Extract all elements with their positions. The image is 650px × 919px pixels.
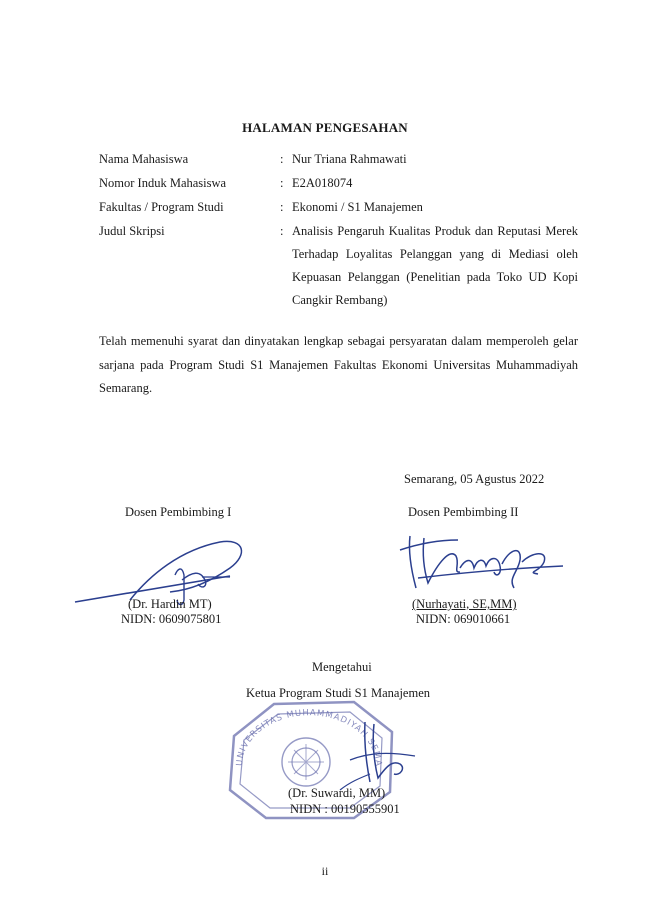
field-colon-nim: : [280, 176, 284, 190]
approval-heading: Mengetahui [312, 660, 372, 674]
field-value-nama: Nur Triana Rahmawati [292, 152, 407, 166]
page-number: ii [321, 864, 329, 878]
advisor2-nidn: NIDN: 069010661 [416, 612, 511, 626]
svg-text:UNIVERSITAS MUHAMMADIYAH SEMAR: UNIVERSITAS MUHAMMADIYAH SEMARANG [210, 689, 384, 768]
field-colon-judul: : [280, 224, 284, 238]
field-value-judul: Analisis Pengaruh Kualitas Produk dan Reputasi Merek Terhadap Loyalitas Pelanggan yang di Mediasi oleh Kepuasan Pelanggan (Penelitian pada Toko UD Kopi Cangkir Rembang) [292, 224, 578, 307]
statement-paragraph: Telah memenuhi syarat dan dinyatakan lengkap sebagai persyaratan dalam memperoleh gelar sarjana pada Program Studi S1 Manajemen Fakultas Ekonomi Universitas Muhammadiyah Semarang. [99, 334, 578, 395]
field-value-nim: E2A018074 [292, 176, 353, 190]
advisor2-signature [398, 528, 568, 598]
advisor2-role: Dosen Pembimbing II [408, 505, 519, 519]
field-label-nama: Nama Mahasiswa [99, 152, 189, 166]
field-value-fakultas: Ekonomi / S1 Manajemen [292, 200, 423, 214]
field-colon-fakultas: : [280, 200, 284, 214]
field-label-judul: Judul Skripsi [99, 224, 165, 238]
advisor1-role: Dosen Pembimbing I [125, 505, 232, 519]
place-date: Semarang, 05 Agustus 2022 [404, 472, 545, 486]
advisor2-name: (Nurhayati, SE,MM) [412, 597, 517, 611]
field-label-nim: Nomor Induk Mahasiswa [99, 176, 227, 190]
field-colon-nama: : [280, 152, 284, 166]
approval-role: Ketua Program Studi S1 Manajemen [246, 686, 430, 700]
advisor1-nidn: NIDN: 0609075801 [121, 612, 222, 626]
field-label-fakultas: Fakultas / Program Studi [99, 200, 224, 214]
page-title: HALAMAN PENGESAHAN [242, 120, 408, 135]
approval-name: (Dr. Suwardi, MM) [288, 786, 386, 800]
advisor1-name: (Dr. Hardin MT) [128, 597, 212, 611]
approval-nidn: NIDN : 00190555901 [290, 802, 400, 816]
